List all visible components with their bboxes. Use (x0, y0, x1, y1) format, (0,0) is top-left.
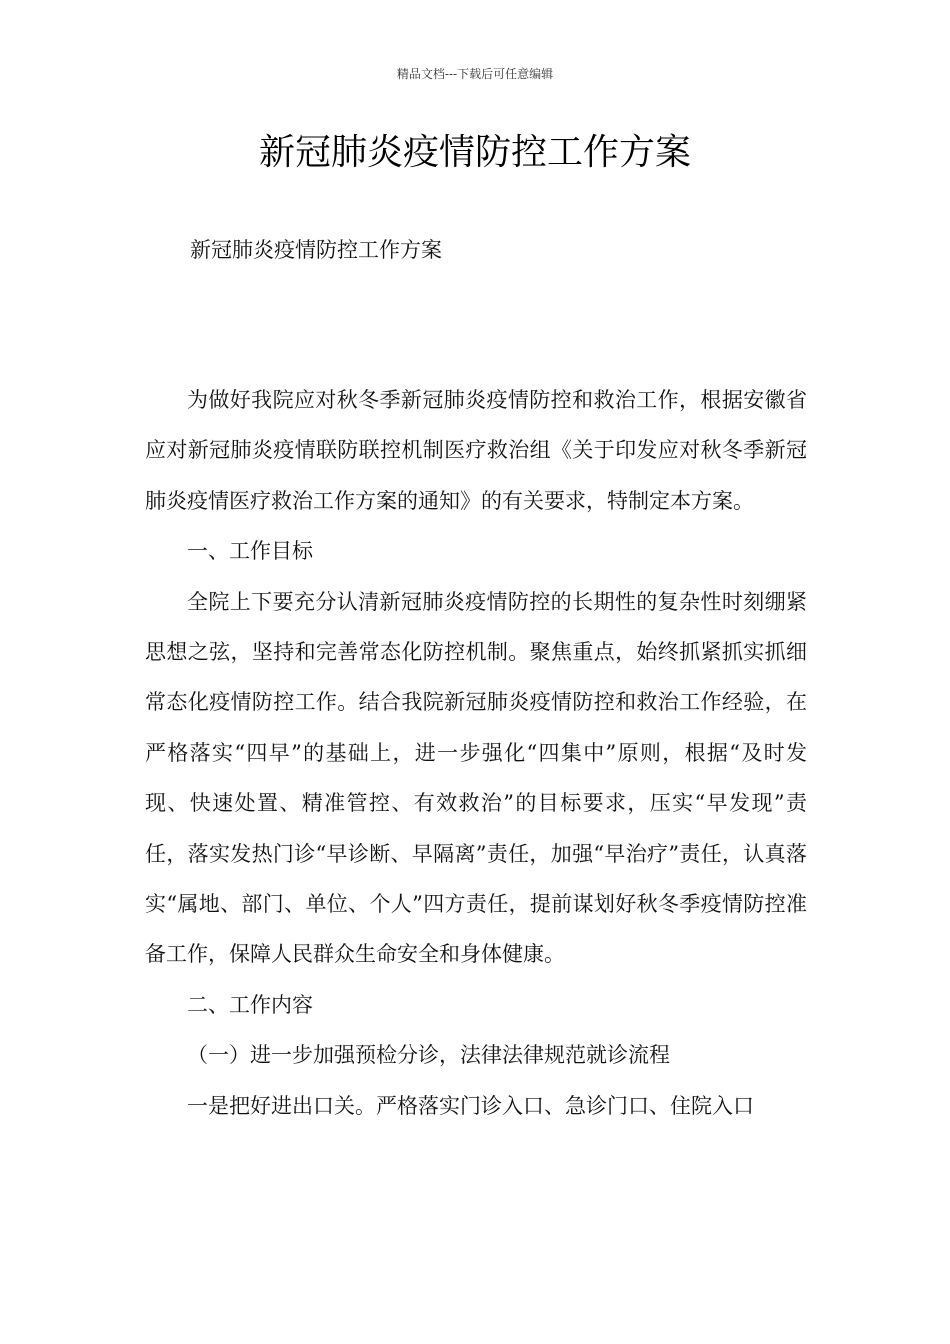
paragraph-intro: 为做好我院应对秋冬季新冠肺炎疫情防控和救治工作，根据安徽省应对新冠肺炎疫情联防联控机制医疗救治组《关于印发应对秋冬季新冠肺炎疫情医疗救治工作方案的通知》的有关要求，特制定本方案。 (145, 388, 807, 513)
header-note: 精品文档---下载后可任意编辑 (396, 67, 554, 81)
paragraph-goals: 全院上下要充分认清新冠肺炎疫情防控的长期性的复杂性时刻绷紧思想之弦，坚持和完善常态化防控机制。聚焦重点，始终抓紧抓实抓细常态化疫情防控工作。结合我院新冠肺炎疫情防控和救治工作经验，在严格落实“四早”的基础上，进一步强化“四集中”原则，根据“及时发现、快速处置、精准管控、有效救治”的目标要求，压实“早发现”责任，落实发热门诊“早诊断、早隔离”责任，加强“早治疗”责任，认真落实“属地、部门、单位、个人”四方责任，提前谋划好秋冬季疫情防控准备工作，保障人民群众生命安全和身体健康。 (145, 589, 807, 967)
document-subtitle: 新冠肺炎疫情防控工作方案 (190, 238, 442, 262)
subsection-heading-triage: （一）进一步加强预检分诊，法律法律规范就诊流程 (187, 1043, 670, 1068)
document-title: 新冠肺炎疫情防控工作方案 (258, 132, 691, 173)
section-heading-content: 二、工作内容 (187, 992, 313, 1017)
section-heading-goals: 一、工作目标 (187, 539, 313, 564)
paragraph-entrance-control: 一是把好进出口关。严格落实门诊入口、急诊门口、住院入口 (187, 1093, 754, 1118)
document-body (145, 375, 807, 1131)
